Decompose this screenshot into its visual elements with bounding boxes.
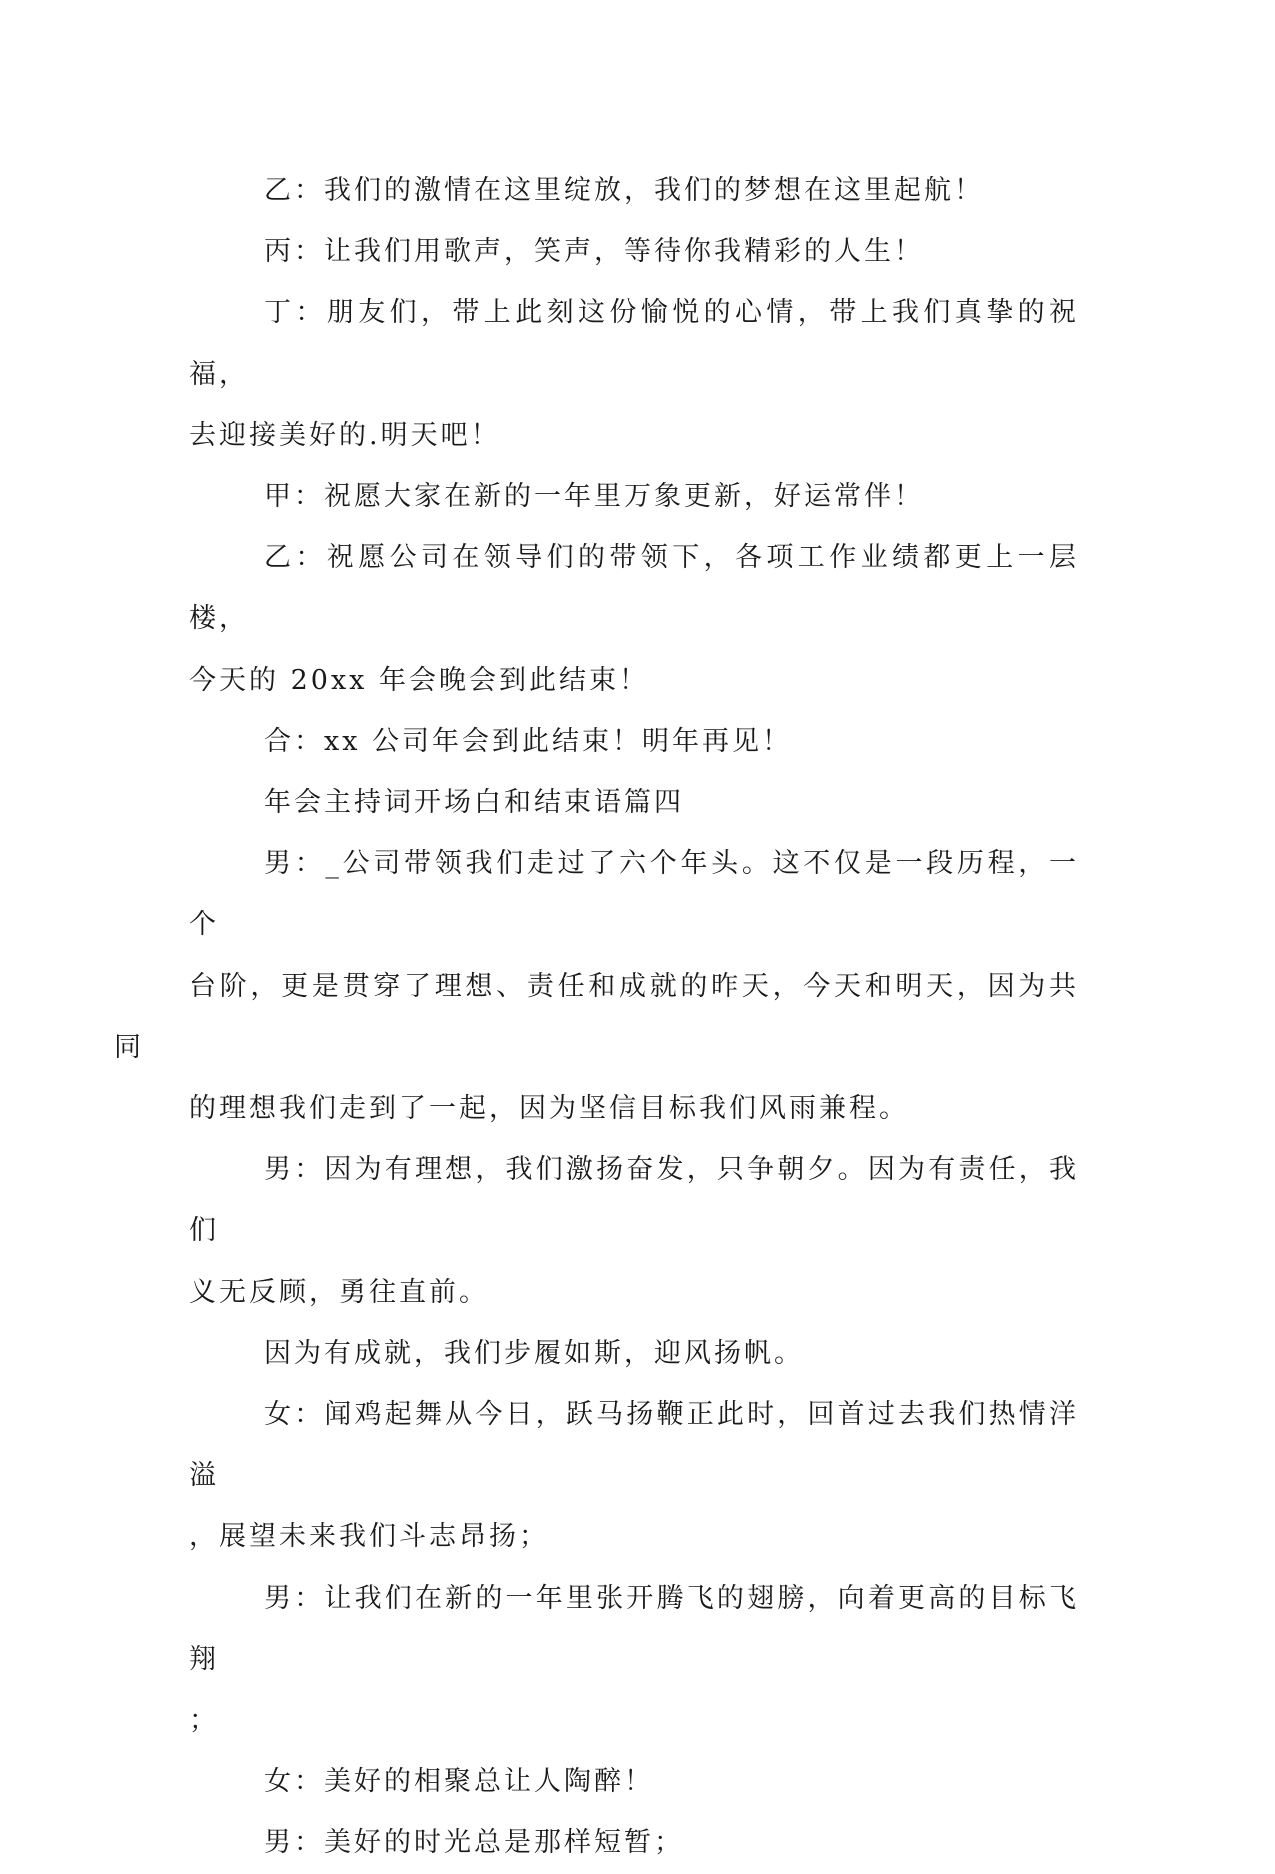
text-line: 男：_公司带领我们走过了六个年头。这不仅是一段历程，一个 [189, 848, 1079, 941]
text-line: 男：因为有理想，我们激扬奋发，只争朝夕。因为有责任，我们 [189, 1154, 1079, 1247]
text-line: 男：美好的时光总是那样短暂； [264, 1827, 684, 1859]
paragraph [189, 466, 1079, 527]
text-line: 甲：祝愿大家在新的一年里万象更新，好运常伴！ [264, 481, 924, 513]
section-heading [189, 772, 1079, 833]
paragraph [189, 221, 1079, 282]
text-line: 年会主持词开场白和结束语篇四 [264, 787, 684, 819]
paragraph [189, 1139, 1079, 1323]
document-body [114, 160, 1079, 1874]
text-line: 女：闻鸡起舞从今日，跃马扬鞭正此时，回首过去我们热情洋溢 [189, 1399, 1079, 1492]
text-line: 乙：我们的激情在这里绽放，我们的梦想在这里起航！ [264, 175, 984, 206]
text-line: ； [189, 1705, 219, 1737]
paragraph [189, 1323, 1079, 1384]
text-line: 合：xx 公司年会到此结束！明年再见！ [264, 725, 793, 757]
text-line: 男：让我们在新的一年里张开腾飞的翅膀，向着更高的目标飞翔 [189, 1582, 1079, 1675]
paragraph [189, 711, 1079, 772]
paragraph [189, 527, 1079, 711]
text-line: ，展望未来我们斗志昂扬； [189, 1521, 549, 1553]
text-line: 义无反顾，勇往直前。 [189, 1276, 489, 1308]
paragraph [189, 282, 1079, 466]
text-line: 因为有成就，我们步履如斯，迎风扬帆。 [264, 1337, 804, 1369]
text-line: 丁：朋友们，带上此刻这份愉悦的心情，带上我们真挚的祝福， [189, 297, 1079, 390]
text-line: 的理想我们走到了一起，因为坚信目标我们风雨兼程。 [189, 1093, 909, 1125]
text-line: 乙：祝愿公司在领导们的带领下，各项工作业绩都更上一层楼， [189, 542, 1079, 635]
text-line: 女：美好的相聚总让人陶醉！ [264, 1766, 654, 1798]
paragraph [189, 1751, 1079, 1812]
paragraph [189, 1384, 1079, 1568]
text-line: 今天的 20xx 年会晚会到此结束！ [189, 664, 649, 696]
text-line: 去迎接美好的.明天吧！ [189, 419, 501, 451]
paragraph [189, 1812, 1079, 1873]
paragraph [114, 833, 1079, 1139]
text-line: 台阶，更是贯穿了理想、责任和成就的昨天，今天和明天，因为共同 [114, 970, 1079, 1063]
paragraph [189, 1568, 1079, 1752]
text-line: 丙：让我们用歌声，笑声，等待你我精彩的人生！ [264, 236, 924, 268]
paragraph [189, 160, 1079, 221]
